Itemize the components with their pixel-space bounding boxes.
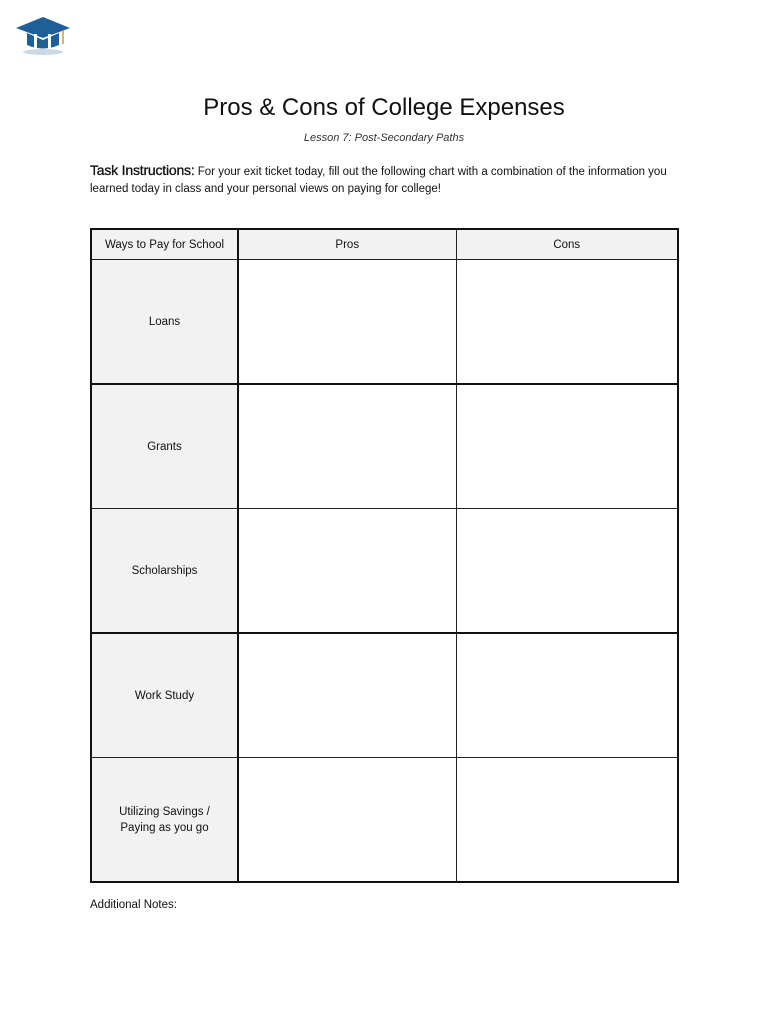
pros-cons-table	[90, 228, 679, 883]
graduation-cap-icon	[14, 14, 72, 56]
additional-notes-label: Additional Notes:	[90, 899, 177, 911]
row-label-savings: Utilizing Savings / Paying as you go	[91, 758, 238, 883]
column-header-pros: Pros	[238, 229, 456, 260]
row-label-loans: Loans	[91, 260, 238, 385]
cons-cell[interactable]	[456, 260, 678, 385]
cons-cell[interactable]	[456, 633, 678, 758]
cons-cell[interactable]	[456, 384, 678, 509]
table-row	[91, 758, 678, 883]
pros-cell[interactable]	[238, 633, 456, 758]
row-label-grants: Grants	[91, 384, 238, 509]
table-row	[91, 384, 678, 509]
pros-cell[interactable]	[238, 384, 456, 509]
cons-cell[interactable]	[456, 758, 678, 883]
instructions-lead: Task Instructions:	[90, 162, 195, 178]
row-label-work-study: Work Study	[91, 633, 238, 758]
cons-cell[interactable]	[456, 509, 678, 634]
column-header-cons: Cons	[456, 229, 678, 260]
table-row	[91, 260, 678, 385]
lesson-subtitle: Lesson 7: Post-Secondary Paths	[303, 132, 465, 144]
table-row	[91, 509, 678, 634]
column-header-ways: Ways to Pay for School	[91, 229, 238, 260]
pros-cell[interactable]	[238, 509, 456, 634]
task-instructions	[90, 162, 680, 198]
pros-cell[interactable]	[238, 758, 456, 883]
instructions-text: For your exit ticket today, fill out the following chart with a combination of the information you learned today in class and your personal views on paying for college!	[90, 166, 667, 195]
pros-cell[interactable]	[238, 260, 456, 385]
table-row	[91, 633, 678, 758]
row-label-scholarships: Scholarships	[91, 509, 238, 634]
page-title: Pros & Cons of College Expenses	[203, 94, 565, 121]
table-header-row	[91, 229, 678, 260]
